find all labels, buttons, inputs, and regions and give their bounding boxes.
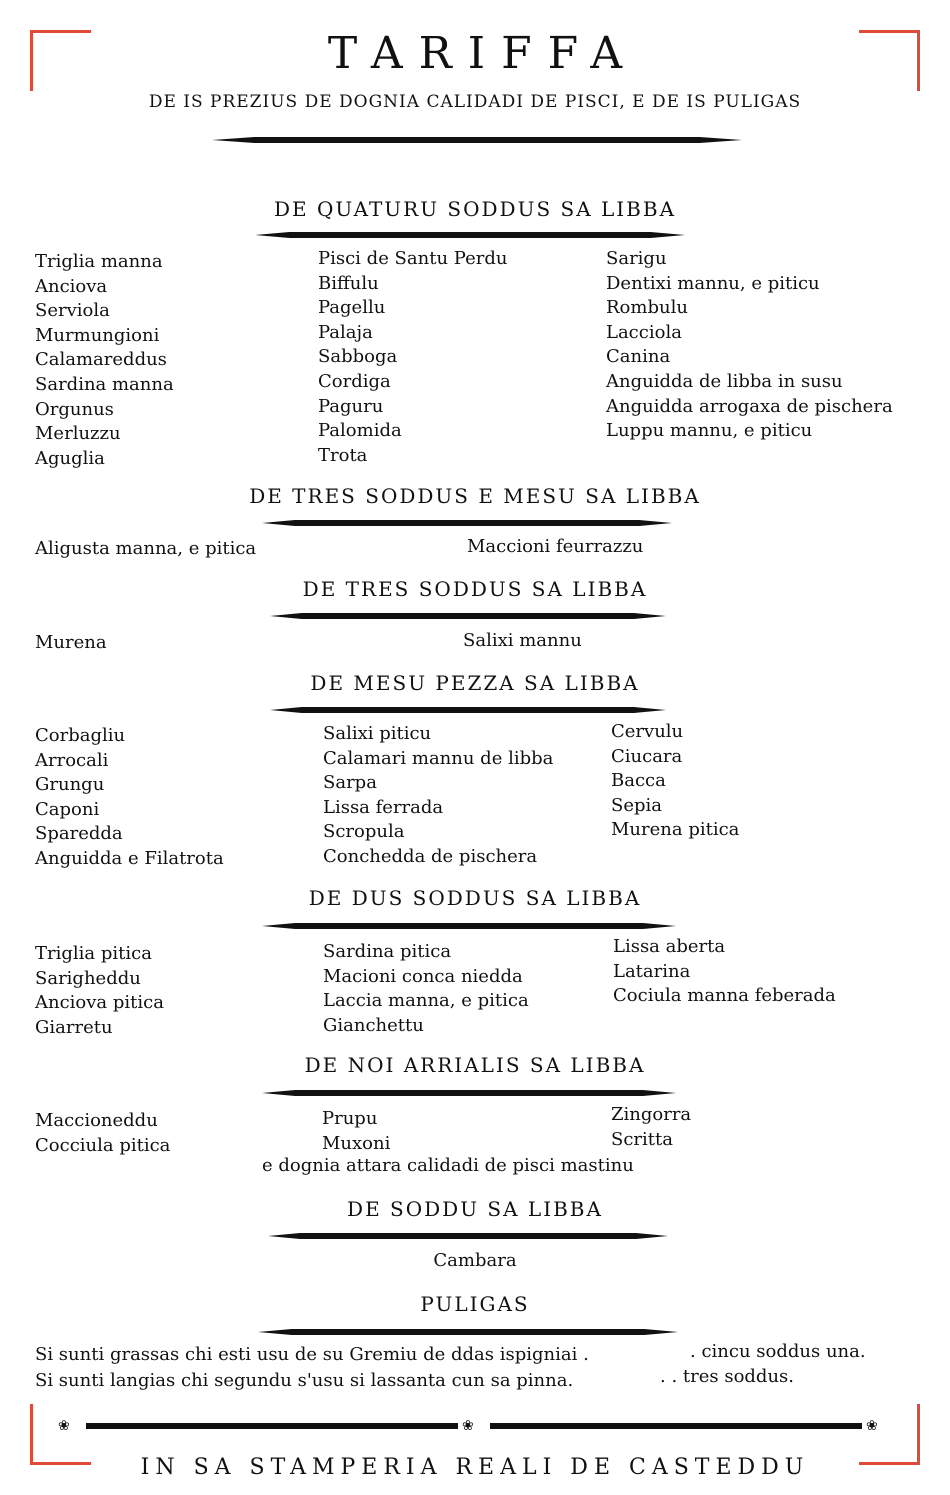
list-item: Conchedda de pischera: [323, 845, 538, 867]
list-item: Scropula: [323, 821, 405, 843]
ornament-knot-icon: ❀: [866, 1418, 878, 1434]
puligas-row-price: . cincu soddus una.: [690, 1341, 866, 1362]
list-item: Calamareddus: [35, 349, 167, 371]
list-item: Merluzzu: [35, 423, 121, 445]
section-rule: [270, 613, 666, 619]
list-item: Latarina: [613, 960, 691, 982]
list-item: Palaja: [318, 321, 373, 343]
list-item: Sarigu: [606, 248, 667, 269]
list-item: Cervulu: [611, 721, 684, 742]
price-list-column: [35, 1109, 170, 1158]
price-list-column: [323, 722, 553, 870]
list-item: Zingorra: [611, 1104, 692, 1125]
list-item: Anguidda e Filatrota: [35, 847, 224, 869]
list-item: Sepia: [611, 794, 662, 816]
list-item: Murena: [35, 632, 107, 653]
list-item: Gianchettu: [323, 1014, 424, 1036]
list-item: Cambara: [433, 1250, 517, 1271]
list-item: Anguidda arrogaxa de pischera: [606, 395, 893, 417]
list-item: Orgunus: [35, 398, 114, 420]
list-item: Palomida: [318, 420, 402, 442]
list-item: Muxoni: [322, 1132, 391, 1154]
section-heading-noi-arrialis: DE NOI ARRIALIS SA LIBBA: [304, 1053, 646, 1077]
list-item: Cordiga: [318, 370, 391, 392]
list-item: Canina: [606, 346, 671, 368]
list-item: Lissa ferrada: [323, 796, 444, 818]
list-item: Sarpa: [323, 772, 377, 794]
list-item: Trota: [318, 444, 368, 466]
section-heading-mesu-pezza: DE MESU PEZZA SA LIBBA: [310, 671, 640, 695]
section-note: e dognia attara calidadi de pisci mastinu: [262, 1155, 634, 1176]
list-item: Ciucara: [611, 745, 683, 767]
list-item: Scritta: [611, 1128, 673, 1150]
list-item: Prupu: [322, 1108, 378, 1129]
list-item: Salixi mannu: [463, 630, 582, 651]
list-item: Sarigheddu: [35, 967, 141, 989]
bottom-ornament-rule: [58, 1418, 894, 1434]
list-item: Sardina manna: [35, 373, 174, 395]
section-heading-tres-soddus-e-mesu: DE TRES SODDUS E MESU SA LIBBA: [249, 484, 701, 508]
list-item: Aligusta manna, e pitica: [35, 538, 257, 559]
list-item: Murmungioni: [35, 324, 160, 346]
price-list-column: [35, 724, 224, 872]
list-item: Sparedda: [35, 823, 123, 845]
list-item: Lacciola: [606, 321, 682, 343]
price-list-column: [611, 1103, 691, 1152]
section-heading-tres-soddus: DE TRES SODDUS SA LIBBA: [302, 577, 648, 601]
printer-imprint: IN SA STAMPERIA REALI DE CASTEDDU: [140, 1455, 810, 1480]
list-item: Grungu: [35, 774, 105, 796]
list-item: Aguglia: [35, 447, 105, 469]
price-list-column: [322, 1107, 390, 1156]
section-rule: [262, 923, 676, 929]
list-item: Salixi piticu: [323, 723, 432, 744]
puligas-row-text: Si sunti langias chi segundu s'usu si lassanta cun sa pinna.: [35, 1370, 574, 1391]
section-rule: [255, 232, 685, 238]
price-list-column: [35, 250, 174, 471]
puligas-row-price: . . tres soddus.: [660, 1366, 795, 1387]
list-item: Cociula manna feberada: [613, 985, 836, 1007]
list-item: Arrocali: [35, 749, 109, 771]
list-item: Macioni conca niedda: [323, 965, 523, 987]
section-heading-quaturu-soddus: DE QUATURU SODDUS SA LIBBA: [273, 197, 677, 221]
list-item: Sabboga: [318, 346, 398, 368]
list-item: Triglia pitica: [35, 943, 152, 964]
document-subtitle: DE IS PREZIUS DE DOGNIA CALIDADI DE PISCI, E DE IS PULIGAS: [148, 92, 802, 112]
price-list-column: [613, 935, 836, 1009]
list-item: Laccia manna, e pitica: [323, 990, 529, 1012]
list-item: Anciova: [35, 275, 108, 297]
section-rule: [262, 520, 672, 526]
list-item: Paguru: [318, 395, 384, 417]
section-rule: [268, 1233, 668, 1239]
list-item: Rombulu: [606, 297, 688, 319]
ornament-knot-icon: ❀: [462, 1418, 474, 1434]
list-item: Serviola: [35, 300, 110, 322]
section-rule: [262, 1090, 676, 1096]
section-rule: [270, 707, 666, 713]
list-item: Murena pitica: [611, 819, 740, 841]
price-list-column: [323, 940, 529, 1038]
section-heading-puligas: PULIGAS: [420, 1292, 530, 1316]
section-heading-dus-soddus: DE DUS SODDUS SA LIBBA: [308, 886, 642, 910]
price-list-column: [318, 247, 507, 468]
list-item: Sardina pitica: [323, 941, 452, 962]
list-item: Cocciula pitica: [35, 1134, 171, 1156]
list-item: Dentixi mannu, e piticu: [606, 272, 820, 294]
list-item: Maccioni feurrazzu: [467, 536, 644, 557]
list-item: Biffulu: [318, 272, 379, 294]
section-heading-soddu: DE SODDU SA LIBBA: [347, 1197, 603, 1221]
list-item: Corbagliu: [35, 725, 126, 746]
price-list-column: [35, 942, 164, 1040]
section-rule: [258, 1329, 678, 1335]
list-item: Pagellu: [318, 297, 386, 319]
list-item: Bacca: [611, 770, 666, 792]
list-item: Pisci de Santu Perdu: [318, 248, 508, 269]
list-item: Calamari mannu de libba: [323, 747, 554, 769]
list-item: Caponi: [35, 798, 100, 820]
ornament-knot-icon: ❀: [58, 1418, 70, 1434]
list-item: Lissa aberta: [613, 936, 726, 957]
price-list-column: [611, 720, 739, 843]
list-item: Triglia manna: [35, 251, 163, 272]
list-item: Giarretu: [35, 1016, 113, 1038]
list-item: Anciova pitica: [35, 992, 164, 1014]
title-rule: [212, 137, 742, 143]
document-title: TARIFFA: [327, 28, 639, 79]
price-list-column: [606, 247, 893, 444]
list-item: Anguidda de libba in susu: [606, 370, 843, 392]
puligas-row-text: Si sunti grassas chi esti usu de su Gremiu de ddas ispigniai .: [35, 1344, 589, 1365]
list-item: Luppu mannu, e piticu: [606, 420, 813, 442]
list-item: Maccioneddu: [35, 1110, 158, 1131]
